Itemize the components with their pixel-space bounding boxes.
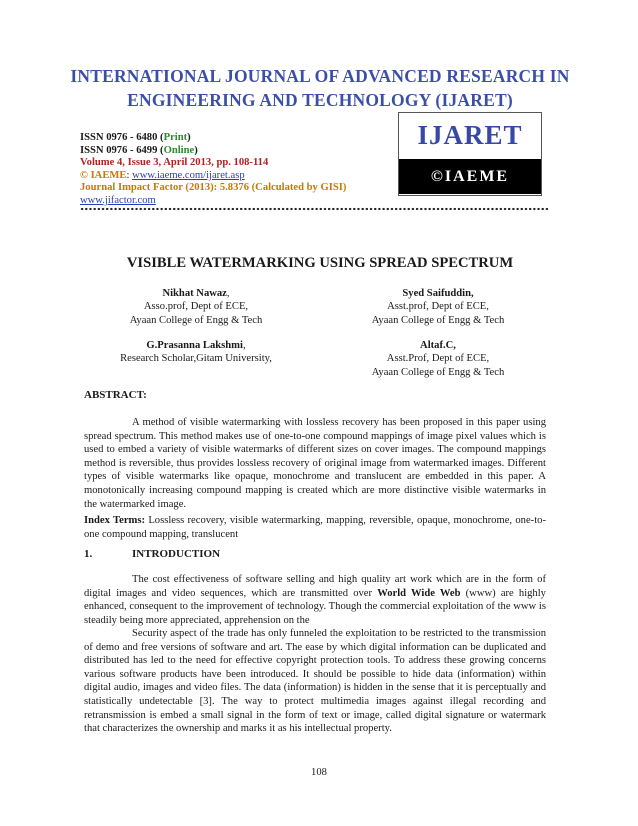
logo-text-iaeme: ©IAEME [399, 159, 541, 194]
author-3-name: G.Prasanna Lakshmi [146, 340, 243, 351]
journal-title [60, 64, 580, 112]
iaeme-line: © IAEME: www.iaeme.com/ijaret.asp [80, 169, 245, 181]
author-1-position: Asso.prof, Dept of ECE, [143, 301, 249, 313]
journal-title-line-2: ENGINEERING AND TECHNOLOGY (IJARET) [127, 90, 513, 110]
issn-print: ISSN 0976 - 6480 (Print) [80, 132, 191, 143]
iaeme-link[interactable]: www.iaeme.com/ijaret.asp [132, 169, 245, 181]
author-4-position: Asst.Prof, Dept of ECE, [386, 353, 490, 365]
author-1-name: Nikhat Nawaz [162, 288, 227, 299]
intro-paragraph-1: The cost effectiveness of software selling and high quality art work which are in the form of digital images and video sequences, which are transmitted over World Wide Web (www) are highly enhanced, consequent to the improvement of technology. Though the commercial exploitation of the www is steadily being more appreciated, apprehension on the [84, 574, 546, 626]
journal-meta [80, 132, 346, 208]
author-4-name: Altaf.C, [420, 340, 456, 351]
author-2-position: Asst.prof, Dept of ECE, [387, 301, 489, 313]
page-number: 108 [311, 767, 327, 778]
logo-text-ijaret: IJARET [399, 113, 541, 159]
abstract-heading: ABSTRACT: [84, 389, 147, 401]
issn-online: ISSN 0976 - 6499 (Online) [80, 144, 198, 156]
intro-paragraph-2: Security aspect of the trade has only funneled the exploitation to be restricted to the transmission of demo and free versions of software and art. The ease by which digital information can be duplicated and distributed has led to the need for effective copyright protection tools. To address these growing concerns various software products have been introduced. It should be possible to hide data (information) within digital audio, images and video files. The data (information) is hidden in the sense that it is perceptually and statistically undetectable [3]. The way to protect multimedia images against illegal recording and retransmission is embed a small signal in the form of text or image, called digital signature or watermark that characterizes the ownership and marks it as his intellectual property. [84, 628, 546, 735]
index-terms [84, 514, 546, 541]
abstract-text: A method of visible watermarking with lossless recovery has been proposed in this paper using spread spectrum. This method makes use of one-to-one compound mappings of image pixel values which is used to embed a variety of visible watermarks of different sizes on cover images. The compound mappings method is reversible, thus provides lossless recovery of original image from watermarked images. Different types of visible watermarks like opaque, monochrome and translucent are embedded in this paper. A monotonically increasing compound mapping is created which are more distinctive visible watermarks in the watermarked image. [84, 417, 546, 510]
ijaret-logo [398, 112, 542, 196]
author-1: Nikhat Nawaz, Asso.prof, Dept of ECE, Ayaan College of Engg & Tech [96, 287, 296, 327]
jifactor-link[interactable]: www.jifactor.com [80, 194, 156, 206]
dotted-divider [80, 206, 548, 212]
author-3-affiliation: Research Scholar,Gitam University, [120, 353, 272, 365]
author-4-affiliation: Ayaan College of Engg & Tech [371, 366, 505, 378]
volume-info: Volume 4, Issue 3, April 2013, pp. 108-114 [80, 157, 269, 169]
journal-title-line-1: INTERNATIONAL JOURNAL OF ADVANCED RESEARCH IN [70, 66, 570, 86]
impact-factor: Journal Impact Factor (2013): 5.8376 (Calculated by GISI) [80, 182, 347, 194]
author-2 [338, 287, 538, 327]
paper-title: VISIBLE WATERMARKING USING SPREAD SPECTRUM [126, 255, 514, 271]
author-2-name: Syed Saifuddin, [402, 288, 474, 299]
intro-number: 1. [84, 548, 93, 560]
author-4 [338, 339, 538, 379]
author-3: G.Prasanna Lakshmi, Research Scholar,Gitam University, [96, 339, 296, 366]
author-1-affiliation: Ayaan College of Engg & Tech [129, 314, 263, 326]
index-terms-text: Lossless recovery, visible watermarking, mapping, reversible, opaque, monochrome, one-to-one compound mapping, translucent [84, 515, 546, 540]
index-terms-label: Index Terms: [84, 515, 145, 526]
author-2-affiliation: Ayaan College of Engg & Tech [371, 314, 505, 326]
intro-heading: INTRODUCTION [132, 548, 221, 560]
